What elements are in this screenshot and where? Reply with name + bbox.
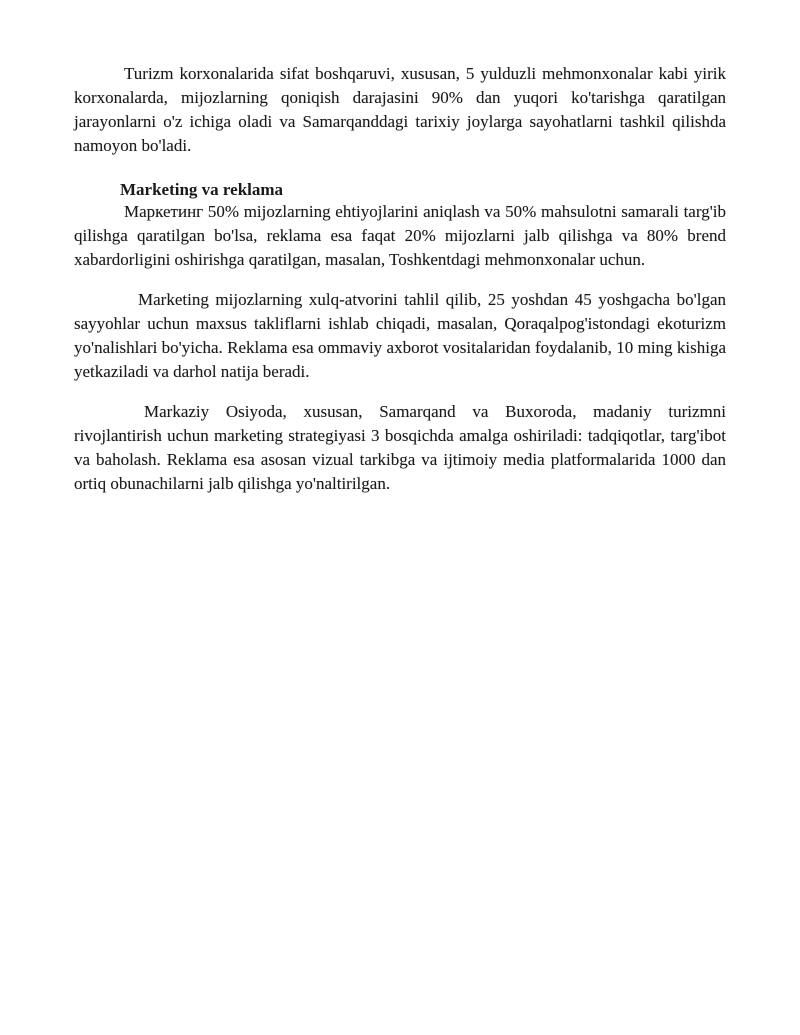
paragraph-quality-management: Turizm korxonalarida sifat boshqaruvi, xususan, 5 yulduzli mehmonxonalar kabi yirik korxonalarda, mijozlarning qoniqish darajasini 90% dan yuqori ko'tarishga qaratilgan jarayonlarni o'z ichiga oladi va Samarqanddagi tarixiy joylarga sayohatlarni tashkil qilishda namoyon bo'ladi. [74, 64, 726, 155]
paragraph-customer-behavior: Marketing mijozlarning xulq-atvorini tahlil qilib, 25 yoshdan 45 yoshgacha bo'lgan sayyohlar uchun maxsus takliflarni ishlab chiqadi, masalan, Qoraqalpog'istondagi ekoturizm yo'nalishlari bo'yicha. Reklama esa ommaviy axborot vositalaridan foydalanib, 10 ming kishiga yetkaziladi va darhol natija beradi. [74, 290, 726, 381]
paragraph-central-asia-strategy: Markaziy Osiyoda, xususan, Samarqand va Buxoroda, madaniy turizmni rivojlantirish uchun marketing strategiyasi 3 bosqichda amalga oshiriladi: tadqiqotlar, targ'ibot va baholash. Reklama esa asosan vizual tarkibga va ijtimoiy media platformalarida 1000 dan ortiq obunachilarni jalb qilishga yo'naltirilgan. [74, 402, 726, 493]
document-body [74, 62, 726, 496]
paragraph-marketing-definition: Маркетинг 50% mijozlarning ehtiyojlarini aniqlash va 50% mahsulotni samarali targ'ib qilishga qaratilgan bo'lsa, reklama esa faqat 20% mijozlarni jalb qilishga va 80% brend xabardorligini oshirishga qaratilgan, masalan, Toshkentdagi mehmonxonalar uchun. [74, 202, 726, 269]
section-heading: Marketing va reklama [120, 180, 284, 199]
